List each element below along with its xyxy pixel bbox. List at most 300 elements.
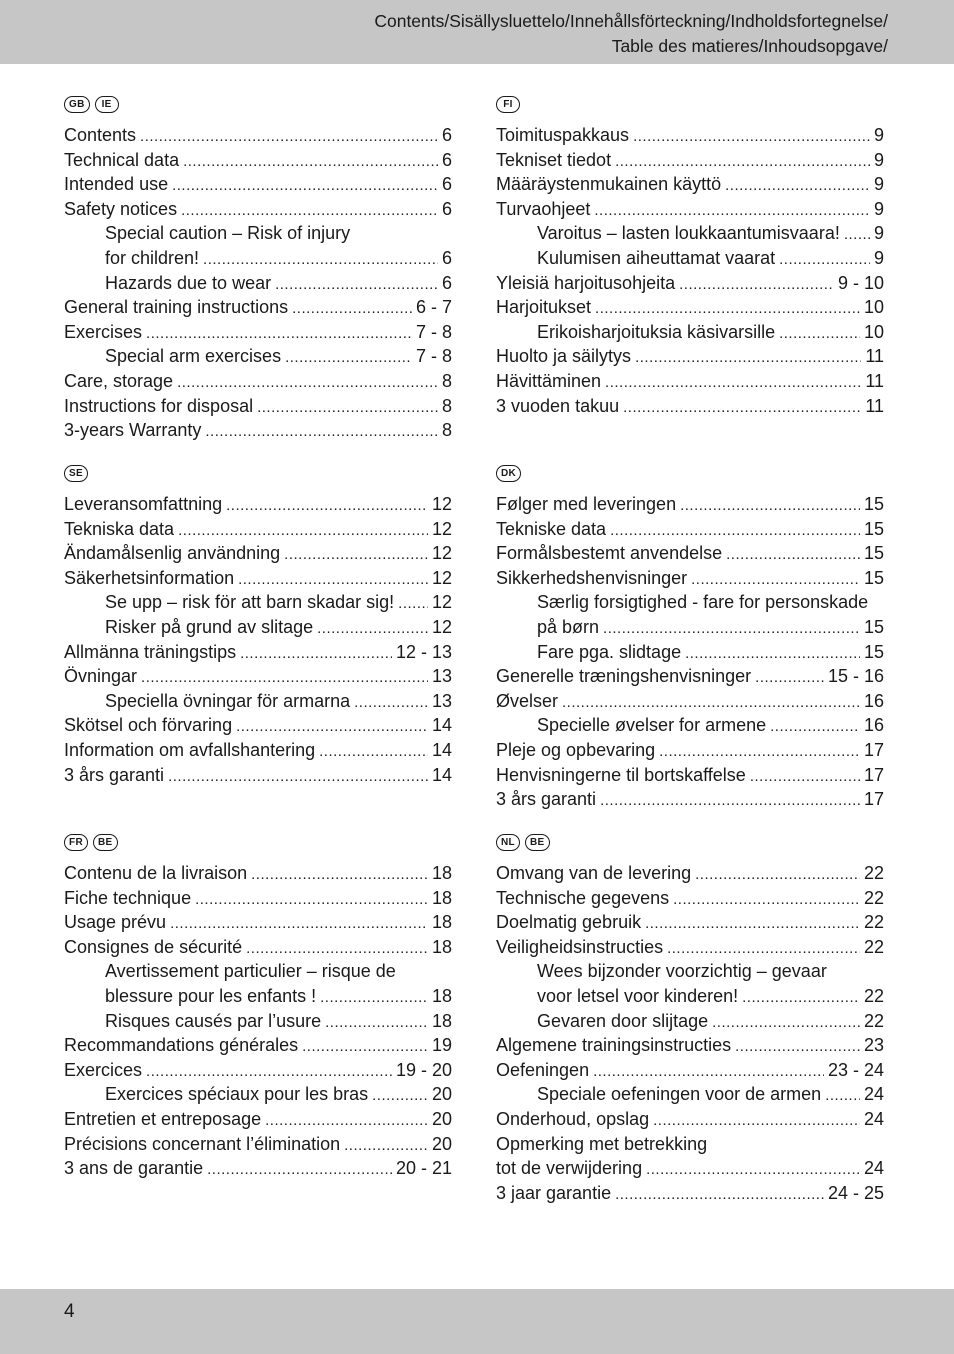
toc-entry-title: for children!: [105, 247, 200, 268]
toc-entry-title: Følger med leveringen: [496, 494, 677, 514]
dot-leader: [320, 986, 428, 1011]
dot-leader: [633, 125, 870, 150]
toc-entry-page: 9 - 10: [837, 272, 884, 293]
toc-entry: [496, 1156, 884, 1181]
toc-entry-title: Specielle øvelser for armene: [537, 715, 767, 736]
toc-entry: [496, 1033, 884, 1058]
toc-entry-page: 9: [873, 247, 884, 268]
toc-entry-title: Se upp – risk för att barn skadar sig!: [105, 592, 395, 613]
toc-entry: [64, 541, 452, 566]
page-footer: [0, 1289, 954, 1354]
toc-entry: [64, 394, 452, 419]
dot-leader: [750, 765, 860, 790]
toc-entry: [496, 984, 884, 1009]
page-header: [0, 0, 954, 64]
toc-entry-title: Allmänna träningstips: [64, 641, 237, 662]
toc-entry-page: 9: [873, 125, 884, 145]
toc-entry-page: 14: [431, 739, 452, 760]
toc-entry: [64, 271, 452, 296]
toc-entry: [496, 861, 884, 886]
toc-entry-page: 22: [863, 985, 884, 1006]
dot-leader: [673, 888, 860, 913]
toc-entry: [64, 664, 452, 689]
dot-leader: [265, 1109, 428, 1134]
toc-entry-page: 19: [431, 1035, 452, 1056]
dot-leader: [653, 1109, 860, 1134]
toc-entry: [496, 492, 884, 517]
toc-entry-title: 3 jaar garantie: [496, 1182, 612, 1203]
toc-entry-page: 6: [441, 174, 452, 195]
dot-leader: [844, 223, 870, 248]
toc-entry-title: Tekniske data: [496, 518, 607, 539]
dot-leader: [779, 248, 870, 273]
toc-entry-page: 15: [863, 641, 884, 662]
toc-entry: [496, 1132, 884, 1157]
toc-entry-page: 20: [431, 1133, 452, 1154]
toc-entry-page: 22: [863, 887, 884, 908]
toc-entry-page: 11: [865, 370, 884, 391]
toc-entry-page: 18: [431, 1010, 452, 1031]
toc-entry-page: 16: [863, 690, 884, 711]
toc-entry-page: 9: [873, 149, 884, 170]
toc-entry-title: Exercices: [64, 1059, 143, 1080]
toc-entry: [496, 541, 884, 566]
toc-section-fi: [496, 96, 884, 418]
country-code-badge: FI: [496, 96, 520, 113]
toc-entry-page: 8: [441, 370, 452, 391]
toc-entry-page: 18: [431, 936, 452, 957]
dot-leader: [562, 691, 860, 716]
dot-leader: [178, 519, 428, 544]
dot-leader: [275, 273, 438, 298]
toc-entry-title: Säkerhetsinformation: [64, 567, 235, 588]
toc-entry-title: Contents: [64, 125, 137, 145]
toc-entry-page: 15: [863, 494, 884, 514]
dot-leader: [742, 986, 860, 1011]
toc-entry: [64, 1156, 452, 1181]
country-code-badge: SE: [64, 465, 88, 482]
toc-entry: [64, 590, 452, 615]
toc-entry-page: 9: [873, 198, 884, 219]
toc-entry-page: 22: [863, 912, 884, 933]
toc-entry: [64, 418, 452, 443]
toc-entry-page: 17: [863, 789, 884, 810]
toc-entry: [64, 738, 452, 763]
toc-entry: [496, 1082, 884, 1107]
toc-entry-title: Omvang van de levering: [496, 863, 692, 883]
toc-entry: [64, 566, 452, 591]
toc-entry: [496, 763, 884, 788]
toc-entry-title: Special arm exercises: [105, 346, 282, 367]
toc-entry: [496, 738, 884, 763]
toc-entry-title: Henvisningerne til bortskaffelse: [496, 764, 746, 785]
toc-entry: [64, 984, 452, 1009]
toc-entry: [496, 566, 884, 591]
toc-entry-title: voor letsel voor kinderen!: [537, 985, 739, 1006]
dot-leader: [685, 642, 860, 667]
country-code-badge: DK: [496, 465, 521, 482]
toc-entry: [64, 713, 452, 738]
country-badges: [496, 834, 884, 856]
page-number: 4: [64, 1301, 75, 1322]
toc-entry-page: 22: [863, 863, 884, 883]
country-badges: [496, 465, 884, 487]
toc-entry-page: 17: [863, 739, 884, 760]
toc-entry: [496, 689, 884, 714]
toc-entry-title: Précisions concernant l’élimination: [64, 1133, 341, 1154]
toc-entry-title: Special caution – Risk of injury: [105, 223, 351, 244]
dot-leader: [680, 494, 860, 519]
toc-entry-page: 7 - 8: [415, 346, 452, 367]
toc-section-dk: [496, 465, 884, 812]
dot-leader: [712, 1011, 860, 1036]
toc-entry: [64, 886, 452, 911]
dot-leader: [183, 150, 438, 175]
dot-leader: [605, 371, 861, 396]
dot-leader: [302, 1035, 428, 1060]
toc-entry-title: Harjoitukset: [496, 297, 592, 318]
toc-entry: [64, 763, 452, 788]
dot-leader: [615, 1183, 824, 1208]
toc-section-fr-be: [64, 834, 452, 1181]
dot-leader: [203, 248, 438, 273]
toc-entry-page: 15 - 16: [827, 666, 884, 687]
toc-entry-title: Instructions for disposal: [64, 395, 254, 416]
toc-entry: [496, 246, 884, 271]
dot-leader: [726, 543, 860, 568]
toc-entry-page: 23: [863, 1035, 884, 1056]
dot-leader: [181, 199, 438, 224]
toc-entry-page: 22: [863, 1010, 884, 1031]
toc-entry-title: Gevaren door slijtage: [537, 1010, 709, 1031]
toc-entry-page: 19 - 20: [395, 1059, 452, 1080]
toc-entry: [496, 640, 884, 665]
toc-entry: [64, 959, 452, 984]
toc-entry-title: Sikkerhedshenvisninger: [496, 567, 688, 588]
toc-entry-title: Oefeningen: [496, 1059, 590, 1080]
dot-leader: [691, 568, 860, 593]
toc-entry: [496, 197, 884, 222]
country-badges: [64, 465, 452, 487]
toc-entry: [496, 713, 884, 738]
dot-leader: [285, 346, 412, 371]
toc-entry: [64, 369, 452, 394]
toc-entry-title: Fare pga. slidtage: [537, 641, 682, 662]
toc-entry: [64, 221, 452, 246]
country-code-badge: IE: [95, 96, 119, 113]
dot-leader: [600, 789, 860, 814]
country-code-badge: BE: [525, 834, 550, 851]
toc-entry-title: Care, storage: [64, 370, 174, 391]
dot-leader: [646, 1158, 860, 1183]
toc-entry-page: 6: [441, 149, 452, 170]
toc-entry-page: 9: [873, 223, 884, 244]
header-title-line-1: Contents/Sisällysluettelo/Innehållsförteckning/Indholdsfortegnelse/: [374, 11, 888, 31]
toc-entry-title: Øvelser: [496, 690, 559, 711]
toc-entry: [64, 615, 452, 640]
country-code-badge: BE: [93, 834, 118, 851]
toc-entry-title: Erikoisharjoituksia käsivarsille: [537, 321, 776, 342]
toc-entry-page: 16: [863, 715, 884, 736]
toc-entry-title: Wees bijzonder voorzichtig – gevaar: [537, 961, 827, 982]
toc-entry: [64, 197, 452, 222]
country-code-badge: GB: [64, 96, 90, 113]
dot-leader: [667, 937, 860, 962]
dot-leader: [146, 322, 412, 347]
toc-entry: [496, 910, 884, 935]
toc-entry-title: Safety notices: [64, 198, 178, 219]
toc-entry-page: 20: [431, 1108, 452, 1129]
toc-entry-title: Technical data: [64, 149, 180, 170]
toc-entry: [496, 935, 884, 960]
toc-entry-page: 12: [431, 616, 452, 637]
dot-leader: [770, 715, 860, 740]
toc-entry: [64, 1132, 452, 1157]
toc-entry-title: Toimituspakkaus: [496, 125, 630, 145]
toc-entry-title: Doelmatig gebruik: [496, 912, 642, 933]
toc-entry: [64, 861, 452, 886]
toc-entry-page: 15: [863, 616, 884, 637]
dot-leader: [172, 174, 438, 199]
toc-entry: [64, 910, 452, 935]
dot-leader: [755, 666, 824, 691]
toc-entry-page: 20 - 21: [395, 1158, 452, 1179]
toc-entry: [64, 1107, 452, 1132]
header-titles: [374, 9, 888, 59]
toc-entry-page: 11: [865, 395, 884, 416]
toc-entry-page: 6: [441, 272, 452, 293]
dot-leader: [695, 863, 860, 888]
toc-entry: [64, 517, 452, 542]
toc-entry-page: 24: [863, 1108, 884, 1129]
toc-entry: [496, 615, 884, 640]
toc-entry-title: Opmerking met betrekking: [496, 1133, 708, 1154]
toc-entry-page: 24: [863, 1158, 884, 1179]
toc-entry-title: tot de verwijdering: [496, 1158, 643, 1179]
dot-leader: [735, 1035, 860, 1060]
toc-entry: [496, 664, 884, 689]
toc-entry-page: 17: [863, 764, 884, 785]
dot-leader: [195, 888, 428, 913]
toc-entry-title: Varoitus – lasten loukkaantumisvaara!: [537, 223, 840, 244]
toc-entry-title: Tekniska data: [64, 518, 175, 539]
toc-entry-page: 8: [441, 420, 452, 441]
toc-entry-page: 12: [431, 543, 452, 564]
toc-entry-page: 24 - 25: [827, 1182, 884, 1203]
dot-leader: [344, 1134, 428, 1159]
toc-entry-page: 12: [431, 592, 452, 613]
toc-entry: [64, 640, 452, 665]
toc-entry-title: Usage prévu: [64, 912, 167, 933]
toc-entry-title: Consignes de sécurité: [64, 936, 243, 957]
dot-leader: [226, 494, 428, 519]
toc-entry: [496, 886, 884, 911]
toc-entry: [64, 689, 452, 714]
dot-leader: [659, 740, 860, 765]
toc-entry-page: 6: [441, 247, 452, 268]
toc-entry-page: 14: [431, 764, 452, 785]
dot-leader: [319, 740, 428, 765]
toc-section-gb-ie: [64, 96, 452, 443]
dot-leader: [284, 543, 428, 568]
dot-leader: [207, 1158, 392, 1183]
toc-entry-page: 7 - 8: [415, 321, 452, 342]
toc-entry: [496, 1009, 884, 1034]
toc-entry: [496, 271, 884, 296]
toc-entry-title: Technische gegevens: [496, 887, 670, 908]
toc-entry: [64, 148, 452, 173]
toc-entry-title: Contenu de la livraison: [64, 863, 248, 883]
toc-entry-title: Særlig forsigtighed - fare for personskade: [537, 592, 869, 613]
toc-entry-title: Hävittäminen: [496, 370, 602, 391]
toc-entry-title: Avertissement particulier – risque de: [105, 961, 396, 982]
toc-entry-title: 3 års garanti: [64, 764, 165, 785]
dot-leader: [146, 1060, 392, 1085]
toc-entry-page: 12: [431, 518, 452, 539]
toc-entry-title: Pleje og opbevaring: [496, 739, 656, 760]
toc-entry-page: 13: [431, 666, 452, 687]
toc-entry-page: 6: [441, 125, 452, 145]
dot-leader: [354, 691, 428, 716]
header-title-line-2: Table des matieres/Inhoudsopgave/: [611, 36, 888, 56]
toc-entry: [496, 295, 884, 320]
toc-entry-title: Intended use: [64, 174, 169, 195]
toc-entry: [496, 221, 884, 246]
toc-entry-title: Risker på grund av slitage: [105, 616, 314, 637]
toc-entry-page: 6: [441, 198, 452, 219]
country-badges: [496, 96, 884, 118]
dot-leader: [240, 642, 392, 667]
toc-entry: [64, 320, 452, 345]
toc-entry-title: 3-years Warranty: [64, 420, 202, 441]
dot-leader: [635, 346, 861, 371]
toc-entry-title: Risques causés par l’usure: [105, 1010, 322, 1031]
dot-leader: [246, 937, 428, 962]
toc-entry-title: Recommandations générales: [64, 1035, 299, 1056]
toc-entry: [496, 148, 884, 173]
toc-entry-title: Formålsbestemt anvendelse: [496, 543, 723, 564]
toc-entry-title: Entretien et entreposage: [64, 1108, 262, 1129]
toc-entry-title: Veiligheidsinstructies: [496, 936, 664, 957]
dot-leader: [168, 765, 428, 790]
toc-entry-title: General training instructions: [64, 297, 289, 318]
toc-entry: [496, 172, 884, 197]
dot-leader: [292, 297, 412, 322]
toc-entry: [64, 295, 452, 320]
toc-entry-title: Ändamålsenlig användning: [64, 543, 281, 564]
dot-leader: [141, 666, 428, 691]
toc-entry-page: 24: [863, 1084, 884, 1105]
country-code-badge: NL: [496, 834, 520, 851]
toc-entry-title: Skötsel och förvaring: [64, 715, 233, 736]
dot-leader: [177, 371, 438, 396]
toc-entry-title: Speciale oefeningen voor de armen: [537, 1084, 822, 1105]
toc-entry: [64, 1009, 452, 1034]
dot-leader: [398, 592, 428, 617]
toc-entry-page: 11: [865, 346, 884, 367]
toc-entry: [496, 320, 884, 345]
toc-entry: [64, 492, 452, 517]
toc-entry-page: 12: [431, 494, 452, 514]
toc-entry: [496, 123, 884, 148]
dot-leader: [610, 519, 860, 544]
toc-entry: [496, 517, 884, 542]
toc-entry-title: blessure pour les enfants !: [105, 985, 317, 1006]
toc-entry: [496, 959, 884, 984]
toc-entry: [496, 1107, 884, 1132]
toc-entry-title: Exercises: [64, 321, 143, 342]
toc-section-nl-be: [496, 834, 884, 1205]
toc-entry-page: 8: [441, 395, 452, 416]
dot-leader: [825, 1084, 860, 1109]
toc-entry-title: Speciella övningar för armarna: [105, 690, 351, 711]
toc-entry-page: 22: [863, 936, 884, 957]
toc-entry-page: 10: [863, 297, 884, 318]
toc-entry-page: 6 - 7: [415, 297, 452, 318]
toc-entry: [496, 1181, 884, 1206]
toc-entry: [64, 935, 452, 960]
dot-leader: [725, 174, 870, 199]
toc-entry-title: Onderhoud, opslag: [496, 1108, 650, 1129]
toc-entry-page: 15: [863, 543, 884, 564]
toc-entry: [64, 172, 452, 197]
toc-entry-title: Exercices spéciaux pour les bras: [105, 1084, 369, 1105]
dot-leader: [623, 396, 861, 421]
toc-entry: [64, 1082, 452, 1107]
toc-entry-page: 15: [863, 518, 884, 539]
dot-leader: [779, 322, 860, 347]
toc-entry-title: Leveransomfattning: [64, 494, 223, 514]
toc-entry: [496, 394, 884, 419]
toc-entry-title: Algemene trainingsinstructies: [496, 1035, 732, 1056]
toc-entry-page: 9: [873, 174, 884, 195]
toc-entry-title: Tekniset tiedot: [496, 149, 612, 170]
toc-entry: [64, 123, 452, 148]
toc-entry-page: 18: [431, 985, 452, 1006]
dot-leader: [603, 617, 860, 642]
dot-leader: [251, 863, 428, 888]
toc-entry: [496, 787, 884, 812]
toc-entry: [64, 1058, 452, 1083]
toc-entry-page: 18: [431, 912, 452, 933]
dot-leader: [594, 199, 870, 224]
toc-entry-title: 3 års garanti: [496, 789, 597, 810]
toc-entry-page: 18: [431, 863, 452, 883]
country-badges: [64, 834, 452, 856]
toc-entry-title: Kulumisen aiheuttamat vaarat: [537, 247, 776, 268]
toc-entry-title: Määräystenmukainen käyttö: [496, 174, 722, 195]
toc-entry-page: 10: [863, 321, 884, 342]
toc-entry-title: Övningar: [64, 666, 138, 687]
toc-entry-page: 15: [863, 567, 884, 588]
dot-leader: [679, 273, 834, 298]
country-code-badge: FR: [64, 834, 88, 851]
toc-entry-page: 13: [431, 690, 452, 711]
dot-leader: [595, 297, 860, 322]
toc-entry: [64, 344, 452, 369]
dot-leader: [140, 125, 438, 150]
dot-leader: [238, 568, 428, 593]
toc-entry-title: Generelle træningshenvisninger: [496, 666, 752, 687]
toc-entry: [64, 1033, 452, 1058]
toc-entry-page: 12 - 13: [395, 641, 452, 662]
dot-leader: [325, 1011, 428, 1036]
toc-section-se: [64, 465, 452, 787]
dot-leader: [170, 912, 428, 937]
toc-entry-page: 18: [431, 887, 452, 908]
toc-entry-title: Hazards due to wear: [105, 272, 272, 293]
toc-entry: [496, 1058, 884, 1083]
